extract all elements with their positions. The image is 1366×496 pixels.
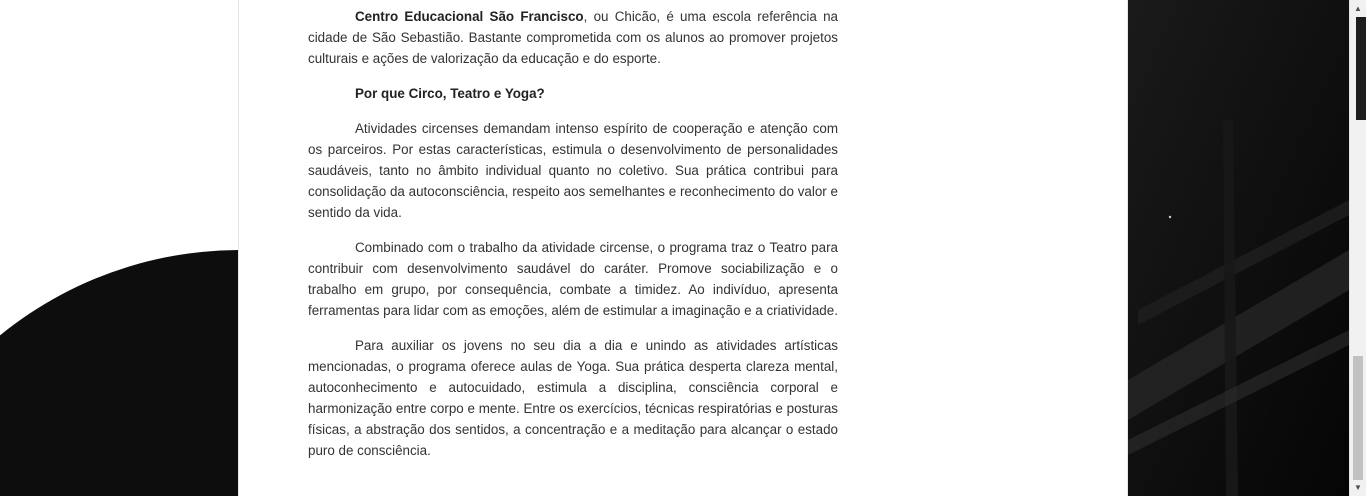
- scroll-up-arrow-icon[interactable]: ▲: [1354, 4, 1362, 13]
- paragraph-intro-text: , ou Chicão, é uma escola referência na cidade de São Sebastião. Bastante comprometida com os alunos ao promover projetos culturais e ações de valorização da educação e do esporte.: [308, 9, 838, 66]
- content-panel: [238, 0, 1128, 496]
- paragraph-intro: [308, 6, 838, 69]
- scrollbar-dark-track: [1356, 17, 1366, 120]
- article-body: [308, 6, 838, 475]
- school-name: Centro Educacional São Francisco: [355, 9, 584, 24]
- scrollbar-thumb[interactable]: [1353, 356, 1363, 480]
- section-heading: Por que Circo, Teatro e Yoga?: [355, 86, 545, 101]
- paragraph-theater: Combinado com o trabalho da atividade circense, o programa traz o Teatro para contribuir com desenvolvimento saudável do caráter. Promove sociabilização e o trabalho em grupo, por consequência, combate a timidez. Ao indivíduo, apresenta ferramentas para lidar com as emoções, além de estimular a imaginação e a criatividade.: [308, 240, 838, 318]
- paragraph-circus: Atividades circenses demandam intenso espírito de cooperação e atenção com os parceiros. Por estas características, estimula o desenvolvimento de personalidades saudáveis, tanto no âmbito individual quanto no coletivo. Sua prática contribui para consolidação da autoconsciência, respeito aos semelhantes e reconhecimento do valor e sentido da vida.: [308, 121, 838, 220]
- background-black-circle: [0, 250, 238, 496]
- background-left-circle: [0, 0, 238, 496]
- background-right-photo: [1128, 0, 1349, 496]
- scroll-down-arrow-icon[interactable]: ▼: [1354, 483, 1362, 492]
- paragraph-yoga: Para auxiliar os jovens no seu dia a dia e unindo as atividades artísticas mencionadas, o programa oferece aulas de Yoga. Sua prática desperta clareza mental, autoconhecimento e autocuidado, estimula a disciplina, consciência corporal e harmonização entre corpo e mente. Entre os exercícios, técnicas respiratórias e posturas físicas, a abstração dos sentidos, a concentração e a meditação para alcançar o estado puro de consciência.: [308, 338, 838, 458]
- page-scrollbar[interactable]: [1349, 0, 1366, 496]
- background-photo-texture: [1128, 0, 1349, 496]
